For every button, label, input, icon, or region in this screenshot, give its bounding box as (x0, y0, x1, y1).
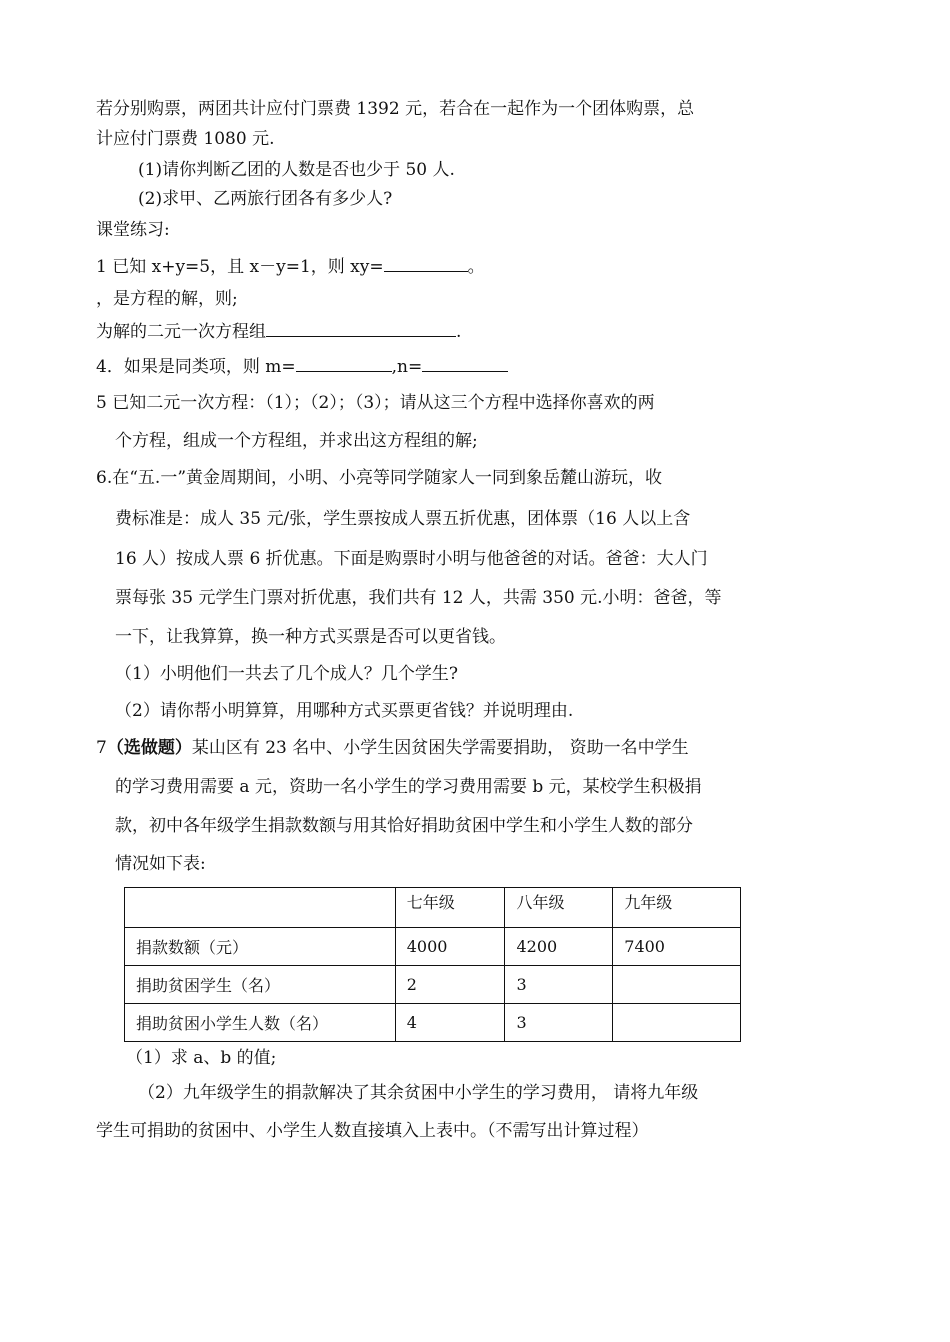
practice-item-6-line-3: 16 人）按成人票 6 折优惠。下面是购票时小明与他爸爸的对话。爸爸：大人门 (115, 549, 708, 569)
table-header-cell: 七年级 (395, 888, 505, 928)
intro-line-1: 若分别购票，两团共计应付门票费 1392 元，若合在一起作为一个团体购票，总 (96, 99, 695, 119)
intro-question-2: (2)求甲、乙两旅行团各有多少人? (138, 189, 393, 209)
practice-item-6-line-2: 费标准是：成人 35 元/张，学生票按成人票五折优惠，团体票（16 人以上含 (115, 509, 691, 529)
table-cell: 捐款数额（元） (125, 928, 396, 966)
item-3-text: 为解的二元一次方程组 (96, 322, 266, 342)
intro-line-2: 计应付门票费 1080 元. (96, 129, 275, 149)
table-cell: 7400 (613, 928, 741, 966)
practice-item-7-question-1: （1）求 a、b 的值; (126, 1048, 277, 1068)
practice-item-7-line-3: 款，初中各年级学生捐款数额与用其恰好捐助贫困中学生和小学生人数的部分 (115, 816, 693, 836)
intro-question-1: (1)请你判断乙团的人数是否也少于 50 人. (138, 160, 455, 180)
table-cell: 4000 (395, 928, 505, 966)
item-4-n-blank[interactable] (422, 355, 508, 372)
table-cell: 4 (395, 1004, 505, 1042)
item-3-end: . (456, 322, 462, 342)
practice-heading: 课堂练习: (96, 220, 170, 240)
table-row (125, 966, 741, 1004)
table-cell-blank[interactable] (613, 966, 741, 1004)
donation-table (124, 887, 741, 1042)
item-1-text: 1 已知 x+y=5，且 x－y=1，则 xy= (96, 257, 384, 277)
table-row (125, 1004, 741, 1042)
practice-item-6-question-2: （2）请你帮小明算算，用哪种方式买票更省钱？并说明理由. (115, 701, 574, 721)
practice-item-1 (96, 255, 485, 278)
practice-item-2: ，是方程的解，则; (96, 289, 238, 309)
table-cell: 3 (505, 1004, 613, 1042)
table-cell-blank[interactable] (613, 1004, 741, 1042)
item-7-number: 7 (96, 738, 107, 758)
practice-item-5-line-2: 个方程，组成一个方程组，并求出这方程组的解; (115, 431, 478, 451)
table-cell: 捐助贫困小学生人数（名） (125, 1004, 396, 1042)
item-4-text: 4．如果是同类项，则 m= (96, 357, 296, 377)
table-cell: 捐助贫困学生（名） (125, 966, 396, 1004)
table-cell: 3 (505, 966, 613, 1004)
practice-item-7-line-2: 的学习费用需要 a 元，资助一名小学生的学习费用需要 b 元，某校学生积极捐 (115, 777, 702, 797)
practice-item-7-line-1 (96, 737, 689, 759)
table-cell: 2 (395, 966, 505, 1004)
practice-item-7-line-4: 情况如下表: (115, 854, 206, 874)
practice-item-5-line-1: 5 已知二元一次方程：（1）；（2）；（3）；请从这三个方程中选择你喜欢的两 (96, 393, 655, 413)
item-7-optional-tag: （选做题） (106, 738, 192, 758)
table-row (125, 928, 741, 966)
practice-item-7-question-2-line-1: （2）九年级学生的捐款解决了其余贫困中小学生的学习费用， 请将九年级 (138, 1083, 699, 1103)
item-4-m-blank[interactable] (296, 355, 392, 372)
practice-item-6-line-5: 一下，让我算算，换一种方式买票是否可以更省钱。 (115, 627, 506, 647)
item-1-answer-blank[interactable] (384, 255, 468, 272)
table-header-cell (125, 888, 396, 928)
item-7-text-1: 某山区有 23 名中、小学生因贫困失学需要捐助， 资助一名中学生 (191, 738, 689, 758)
table-cell: 4200 (505, 928, 613, 966)
practice-item-6-question-1: （1）小明他们一共去了几个成人？几个学生? (115, 664, 458, 684)
practice-item-4 (96, 355, 508, 378)
practice-item-3 (96, 320, 461, 343)
table-header-cell: 九年级 (613, 888, 741, 928)
practice-item-7-question-2-line-2: 学生可捐助的贫困中、小学生人数直接填入上表中。（不需写出计算过程） (96, 1121, 649, 1141)
item-1-end: 。 (467, 257, 485, 277)
table-header-cell: 八年级 (505, 888, 613, 928)
practice-item-6-line-1: 6.在“五.一”黄金周期间，小明、小亮等同学随家人一同到象岳麓山游玩，收 (96, 468, 663, 488)
practice-item-6-line-4: 票每张 35 元学生门票对折优惠，我们共有 12 人，共需 350 元.小明：爸爸，等 (115, 588, 722, 608)
item-4-mid: ,n= (391, 357, 423, 377)
table-header-row (125, 888, 741, 928)
item-3-answer-blank[interactable] (266, 320, 456, 337)
